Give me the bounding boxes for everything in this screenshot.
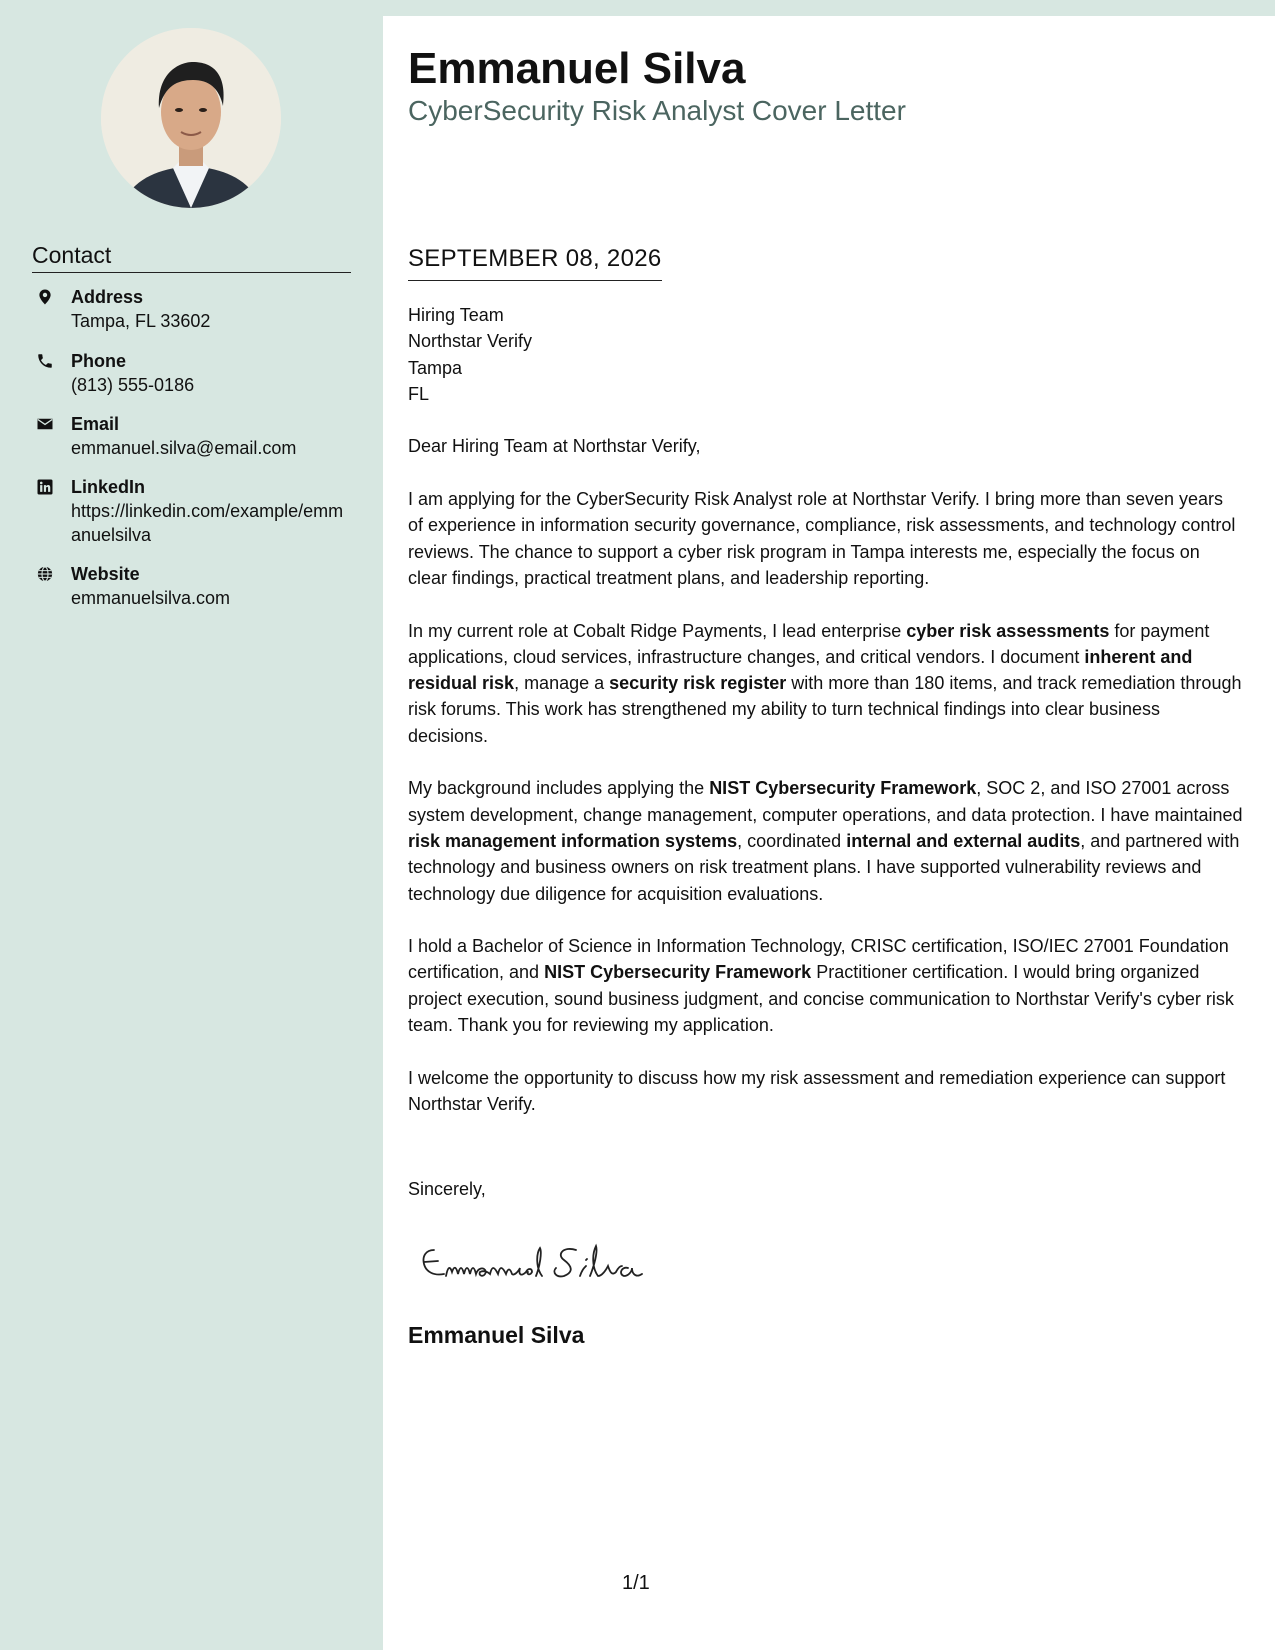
signer-name: Emmanuel Silva xyxy=(408,1322,585,1348)
recipient-line: FL xyxy=(408,383,430,404)
envelope-icon xyxy=(36,415,54,433)
contact-value-email[interactable]: emmanuel.silva@email.com xyxy=(71,438,297,458)
recipient-line: Tampa xyxy=(408,357,463,378)
document-subtitle: CyberSecurity Risk Analyst Cover Letter xyxy=(408,95,906,126)
contact-label-website: Website xyxy=(71,564,140,584)
contact-heading: Contact xyxy=(32,240,351,273)
sidebar xyxy=(0,0,383,1650)
location-pin-icon xyxy=(36,288,54,306)
profile-photo xyxy=(101,28,281,208)
contact-value-address: Tampa, FL 33602 xyxy=(71,311,211,331)
salutation: Dear Hiring Team at Northstar Verify, xyxy=(408,436,701,457)
phone-icon xyxy=(36,352,54,370)
page-number: 1/1 xyxy=(622,1572,650,1594)
contact-label-phone: Phone xyxy=(71,351,127,371)
body-paragraph: In my current role at Cobalt Ridge Payments, I lead enterprise cyber risk assessments for payment applications, cloud services, infrastructure changes, and critical vendors. I document inherent and residual risk, manage a security risk register with more than 180 items, and track remediation through risk forums. This work has strengthened my ability to turn technical findings into clear business decisions. xyxy=(408,620,1242,746)
top-accent-band xyxy=(383,0,1275,16)
recipient-line: Northstar Verify xyxy=(408,331,533,352)
emphasized-term: inherent and residual risk xyxy=(408,646,1193,694)
letter-date: SEPTEMBER 08, 2026 xyxy=(408,244,662,281)
contact-value-phone: (813) 555-0186 xyxy=(71,375,195,395)
body-paragraph: My background includes applying the NIST Cybersecurity Framework, SOC 2, and ISO 27001 across system development, change management, computer operations, and data protection. I have maintained risk management information systems, coordinated internal and external audits, and partnered with technology and business owners on risk treatment plans. I have supported vulnerability reviews and technology due diligence for acquisition evaluations. xyxy=(408,778,1243,904)
contact-value-website[interactable]: emmanuelsilva.com xyxy=(71,588,231,608)
applicant-name: Emmanuel Silva xyxy=(408,44,746,93)
emphasized-term: NIST Cybersecurity Framework xyxy=(709,778,977,799)
emphasized-term: risk management information systems xyxy=(408,830,738,851)
globe-icon xyxy=(36,565,54,583)
letter-body xyxy=(408,302,1243,1144)
contact-value-linkedin[interactable]: https://linkedin.com/example/emmanuelsilva xyxy=(71,501,344,545)
emphasized-term: NIST Cybersecurity Framework xyxy=(544,962,812,983)
contact-label-email: Email xyxy=(71,414,120,434)
emphasized-term: security risk register xyxy=(609,673,787,694)
contact-label-linkedin: LinkedIn xyxy=(71,477,146,497)
handwritten-signature xyxy=(414,1232,674,1292)
closing: Sincerely, xyxy=(408,1179,486,1199)
recipient-block xyxy=(408,302,1243,407)
emphasized-term: cyber risk assessments xyxy=(906,620,1110,641)
contact-label-address: Address xyxy=(71,287,144,307)
body-paragraph: I welcome the opportunity to discuss how my risk assessment and remediation experience can support Northstar Verify. xyxy=(408,1067,1226,1114)
body-paragraph: I am applying for the CyberSecurity Risk Analyst role at Northstar Verify. I bring more than seven years of experience in information security governance, compliance, risk assessments, and technology control reviews. The chance to support a cyber risk program in Tampa interests me, especially the focus on clear findings, practical treatment plans, and leadership reporting. xyxy=(408,489,1236,588)
profile-photo-illustration xyxy=(101,28,281,208)
emphasized-term: internal and external audits xyxy=(846,830,1081,851)
recipient-line: Hiring Team xyxy=(408,305,504,325)
linkedin-icon xyxy=(36,478,54,496)
body-paragraph: I hold a Bachelor of Science in Information Technology, CRISC certification, ISO/IEC 27001 Foundation certification, and NIST Cybersecurity Framework Practitioner certification. I would bring organized project execution, sound business judgment, and concise communication to Northstar Verify's cyber risk team. Thank you for reviewing my application. xyxy=(408,936,1234,1036)
